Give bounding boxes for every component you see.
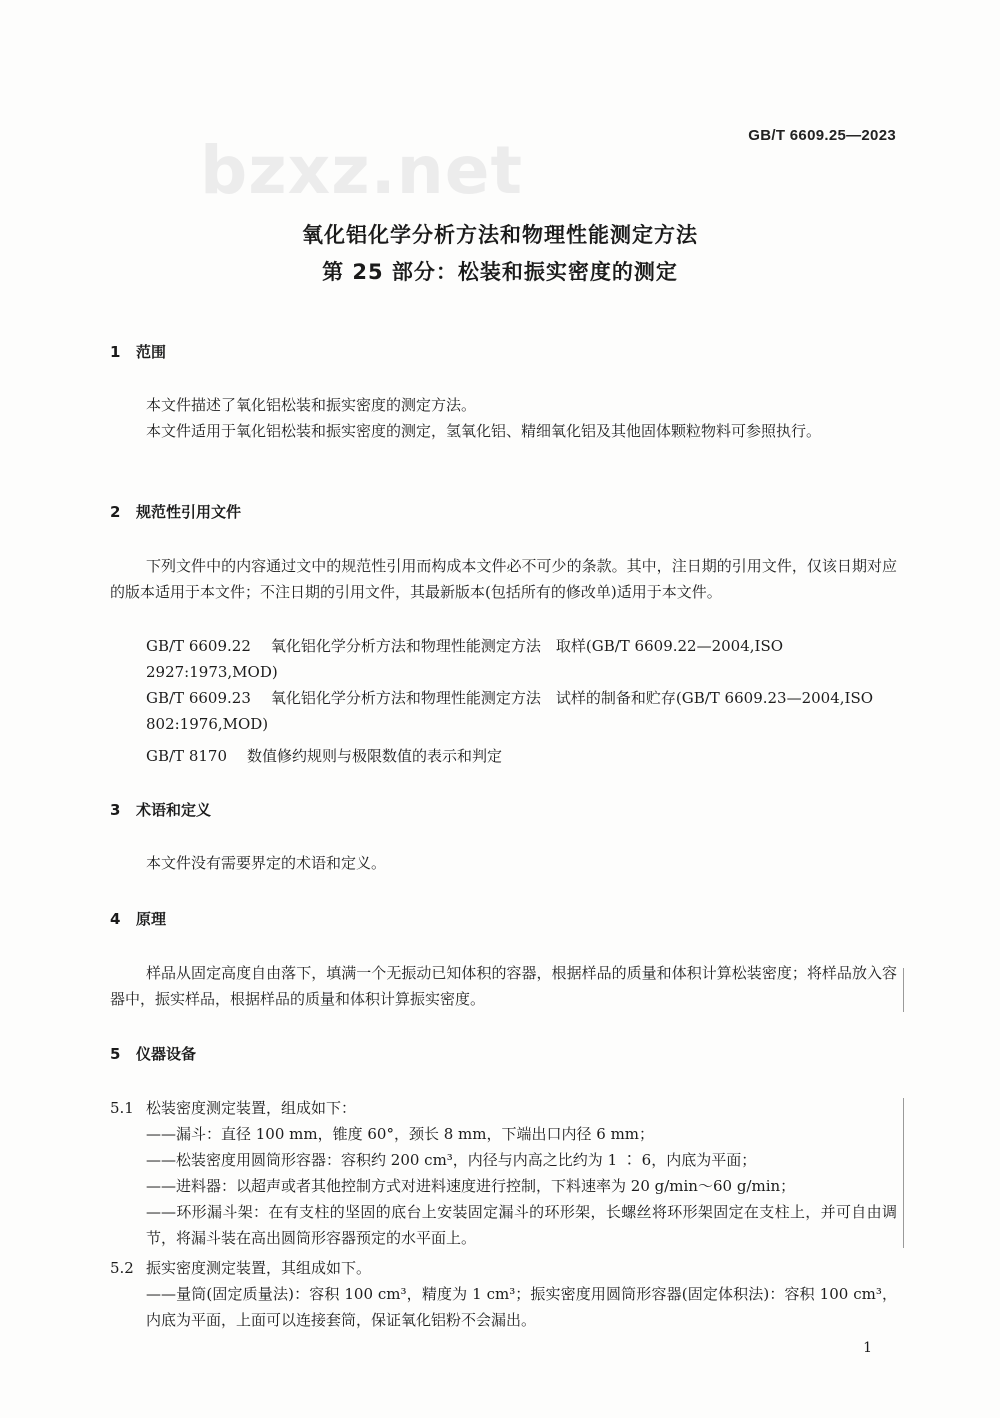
- subclause-number: 5.2: [110, 1259, 134, 1277]
- reference-code: GB/T 8170: [146, 747, 228, 765]
- document-subtitle: 第 25 部分：松装和振实密度的测定: [322, 260, 678, 284]
- list-item: ——漏斗：直径 100 mm，锥度 60°，颈长 8 mm，下端出口内径 6 mm；: [146, 1125, 655, 1143]
- section-title: 规范性引用文件: [136, 503, 242, 521]
- list-item: ——量筒(固定质量法)：容积 100 cm³，精度为 1 cm³；振实密度用圆筒形容器(固定体积法)：容积 100 cm³，内底为平面，上面可以连接套筒，保证氧化铝粉不会漏出。: [146, 1285, 897, 1329]
- reference-text: 氧化铝化学分析方法和物理性能测定方法 试样的制备和贮存(GB/T 6609.23—2004,ISO 802:1976,MOD): [146, 689, 874, 733]
- reference-item: [146, 743, 897, 769]
- section-number: 2: [110, 503, 121, 521]
- reference-text: 氧化铝化学分析方法和物理性能测定方法 取样(GB/T 6609.22—2004,ISO 2927:1973,MOD): [146, 637, 784, 681]
- standard-code: GB/T 6609.25—2023: [748, 127, 896, 144]
- subclause: [110, 1095, 356, 1121]
- section-heading-normative-references: [110, 501, 241, 522]
- document-title: 氧化铝化学分析方法和物理性能测定方法: [302, 223, 698, 247]
- page-number: 1: [863, 1340, 872, 1356]
- list-item: ——环形漏斗架：在有支柱的坚固的底台上安装固定漏斗的环形架，长螺丝将环形架固定在支柱上，并可自由调节，将漏斗装在高出圆筒形容器预定的水平面上。: [146, 1203, 897, 1247]
- section-heading-scope: [110, 341, 166, 362]
- change-bar: [903, 968, 904, 1012]
- paragraph: 本文件描述了氧化铝松装和振实密度的测定方法。: [146, 396, 477, 414]
- reference-text: 数值修约规则与极限数值的表示和判定: [247, 747, 503, 765]
- list-item: ——进料器：以超声或者其他控制方式对进料速度进行控制，下料速率为 20 g/min～60 g/min；: [146, 1177, 796, 1195]
- reference-item: [146, 685, 897, 737]
- subclause-number: 5.1: [110, 1099, 134, 1117]
- section-number: 3: [110, 801, 121, 819]
- paragraph: 本文件适用于氧化铝松装和振实密度的测定，氢氧化铝、精细氧化铝及其他固体颗粒物料可参照执行。: [146, 422, 822, 440]
- paragraph: 样品从固定高度自由落下，填满一个无振动已知体积的容器，根据样品的质量和体积计算松装密度；将样品放入容器中，振实样品，根据样品的质量和体积计算振实密度。: [110, 964, 897, 1008]
- subclause-text: 振实密度测定装置，其组成如下。: [146, 1259, 372, 1277]
- reference-item: [146, 633, 897, 685]
- section-title: 原理: [136, 910, 167, 928]
- section-number: 4: [110, 910, 121, 928]
- section-number: 5: [110, 1045, 121, 1063]
- section-title: 术语和定义: [136, 801, 212, 819]
- section-heading-apparatus: [110, 1043, 196, 1064]
- subclause: [110, 1255, 371, 1281]
- watermark: bzxz.net: [200, 132, 524, 209]
- paragraph: 本文件没有需要界定的术语和定义。: [146, 854, 387, 872]
- subclause-text: 松装密度测定装置，组成如下：: [146, 1099, 357, 1117]
- section-heading-terms: [110, 799, 211, 820]
- section-title: 仪器设备: [136, 1045, 197, 1063]
- list-item: ——松装密度用圆筒形容器：容积约 200 cm³，内径与内高之比约为 1 ∶ 6，内底为平面；: [146, 1151, 757, 1169]
- change-bar: [903, 1098, 904, 1248]
- paragraph: 下列文件中的内容通过文中的规范性引用而构成本文件必不可少的条款。其中，注日期的引用文件，仅该日期对应的版本适用于本文件；不注日期的引用文件，其最新版本(包括所有的修改单)适用于本文件。: [110, 557, 897, 601]
- section-heading-principle: [110, 908, 166, 929]
- section-title: 范围: [136, 343, 167, 361]
- section-number: 1: [110, 343, 121, 361]
- reference-code: GB/T 6609.23: [146, 689, 251, 707]
- reference-code: GB/T 6609.22: [146, 637, 251, 655]
